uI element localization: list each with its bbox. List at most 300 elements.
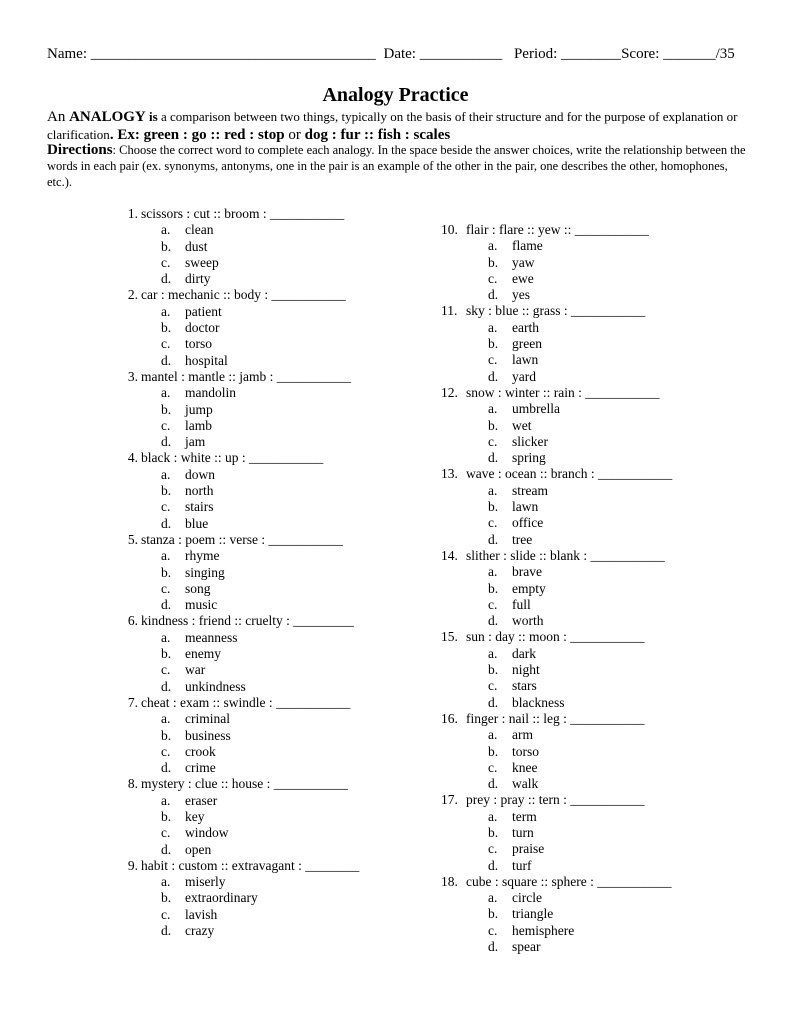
option-text: dust (185, 238, 208, 254)
option-letter: c. (161, 580, 171, 596)
answer-option[interactable] (112, 239, 412, 255)
question-prompt[interactable]: cheat : exam :: swindle : ___________ (141, 694, 351, 710)
answer-option[interactable] (112, 467, 412, 483)
option-letter: b. (488, 499, 499, 515)
option-letter: d. (488, 694, 499, 710)
question-number: 7. (127, 694, 138, 710)
question-number: 6. (127, 613, 138, 629)
option-text: blue (185, 515, 209, 531)
answer-option[interactable] (441, 646, 761, 662)
page-title: Analogy Practice (322, 84, 469, 106)
answer-option[interactable] (441, 271, 761, 287)
intro-paragraph (47, 108, 747, 144)
option-letter: c. (161, 417, 171, 433)
option-text: doctor (185, 320, 220, 336)
question-number: 3. (127, 368, 138, 384)
answer-option[interactable] (441, 825, 761, 841)
question-prompt-line (112, 206, 412, 222)
question-prompt[interactable]: finger : nail :: leg : ___________ (466, 710, 645, 726)
option-letter: b. (488, 336, 499, 352)
question-prompt-line (112, 695, 412, 711)
option-text: key (185, 808, 205, 824)
option-text: green (512, 336, 542, 352)
answer-option[interactable] (112, 499, 412, 515)
date-field[interactable]: Date: ___________ (383, 46, 503, 62)
question-4 (112, 450, 412, 531)
question-number: 8. (127, 776, 138, 792)
option-letter: a. (161, 303, 171, 319)
question-prompt[interactable]: flair : flare :: yew :: ___________ (466, 222, 649, 237)
option-letter: a. (488, 645, 498, 661)
name-field[interactable]: Name: ______________________________________ (47, 46, 376, 62)
option-letter: c. (161, 254, 171, 270)
period-field[interactable]: Period: ________ (513, 46, 622, 62)
answer-option[interactable] (441, 287, 761, 303)
option-letter: d. (488, 613, 499, 629)
option-text: umbrella (512, 401, 560, 417)
option-text: dark (512, 645, 536, 661)
question-11 (441, 303, 761, 384)
option-text: eraser (185, 792, 218, 808)
question-13 (441, 466, 761, 547)
answer-option[interactable] (112, 385, 412, 401)
question-5 (112, 532, 412, 613)
option-letter: d. (161, 434, 172, 450)
option-text: war (185, 662, 206, 678)
option-text: sweep (185, 254, 219, 270)
option-letter: c. (161, 499, 171, 515)
answer-option[interactable] (441, 336, 761, 352)
option-letter: d. (161, 271, 172, 287)
question-prompt-line (441, 629, 761, 645)
answer-option[interactable] (112, 825, 412, 841)
option-text: spring (512, 450, 546, 466)
option-text: tree (512, 531, 533, 547)
answer-option[interactable] (441, 678, 761, 694)
option-text: window (185, 825, 229, 841)
option-letter: b. (488, 580, 499, 596)
answer-option[interactable] (441, 352, 761, 368)
question-prompt-line (441, 792, 761, 808)
option-text: arm (512, 727, 533, 743)
option-letter: b. (488, 906, 499, 922)
option-text: ewe (512, 270, 534, 286)
question-prompt-line (112, 532, 412, 548)
option-text: music (185, 597, 218, 613)
answer-option[interactable] (112, 662, 412, 678)
answer-option[interactable] (112, 874, 412, 890)
question-9 (112, 858, 412, 939)
option-letter: d. (488, 857, 499, 873)
answer-option[interactable] (112, 842, 412, 858)
option-letter: b. (161, 808, 172, 824)
answer-option[interactable] (441, 744, 761, 760)
answer-option[interactable] (112, 418, 412, 434)
answer-option[interactable] (441, 532, 761, 548)
question-number: 14. (441, 547, 458, 563)
question-prompt[interactable]: slither : slide :: blank : ___________ (466, 547, 665, 563)
question-12 (441, 385, 761, 466)
option-letter: a. (161, 629, 171, 645)
option-text: brave (512, 564, 542, 580)
option-text: jump (185, 401, 213, 417)
directions-label: Directions (47, 142, 113, 158)
answer-option[interactable] (441, 890, 761, 906)
option-letter: c. (161, 662, 171, 678)
option-letter: a. (488, 808, 498, 824)
option-text: lawn (512, 499, 539, 515)
option-letter: b. (161, 238, 172, 254)
option-letter: c. (488, 433, 498, 449)
option-text: yes (512, 287, 530, 303)
question-prompt-line (441, 222, 761, 238)
answer-option[interactable] (441, 760, 761, 776)
question-number: 1. (127, 206, 138, 221)
question-prompt[interactable]: habit : custom :: extravagant : ________ (141, 857, 360, 873)
option-text: patient (185, 303, 222, 319)
option-letter: d. (488, 939, 499, 955)
option-letter: a. (161, 466, 171, 482)
option-text: spear (512, 939, 541, 955)
answer-option[interactable] (441, 841, 761, 857)
answer-option[interactable] (441, 613, 761, 629)
option-text: open (185, 841, 212, 857)
option-letter: a. (161, 222, 171, 238)
option-text: full (512, 596, 531, 612)
option-letter: d. (488, 368, 499, 384)
directions-text: : Choose the correct word to complete each analogy. In the space beside the answer choices, write the relationship between the words in each pair (ex. synonyms, antonyms, one in the pair is an example of the other in the pair, one describes the other, homophones, etc.). (47, 143, 746, 189)
answer-option[interactable] (441, 515, 761, 531)
question-prompt-line (112, 450, 412, 466)
intro-analogy: ANALOGY (69, 109, 146, 125)
option-letter: b. (488, 254, 499, 270)
question-prompt[interactable]: mystery : clue :: house : ___________ (141, 776, 348, 792)
question-prompt-line (441, 466, 761, 482)
option-text: walk (512, 776, 539, 792)
option-letter: a. (488, 727, 498, 743)
answer-option[interactable] (112, 907, 412, 923)
answer-option[interactable] (112, 320, 412, 336)
question-prompt-line (112, 613, 412, 629)
question-17 (441, 792, 761, 873)
option-text: dirty (185, 271, 211, 287)
answer-option[interactable] (441, 662, 761, 678)
option-text: flame (512, 238, 543, 254)
option-letter: c. (488, 922, 498, 938)
option-letter: b. (161, 320, 172, 336)
option-text: miserly (185, 874, 226, 890)
header-line (47, 46, 747, 63)
questions-column-right (441, 222, 761, 955)
option-text: crazy (185, 923, 215, 939)
answer-option[interactable] (112, 548, 412, 564)
question-16 (441, 711, 761, 792)
option-letter: b. (488, 662, 499, 678)
answer-option[interactable] (441, 906, 761, 922)
option-text: night (512, 662, 540, 678)
option-letter: c. (161, 743, 171, 759)
answer-option[interactable] (112, 760, 412, 776)
answer-option[interactable] (441, 597, 761, 613)
option-letter: d. (488, 450, 499, 466)
option-letter: a. (161, 548, 171, 564)
option-text: yaw (512, 254, 535, 270)
question-prompt[interactable]: sun : day :: moon : ___________ (466, 629, 645, 645)
option-text: triangle (512, 906, 554, 922)
answer-option[interactable] (441, 401, 761, 417)
question-number: 18. (441, 873, 458, 889)
question-prompt[interactable]: black : white :: up : ___________ (141, 450, 324, 466)
option-letter: d. (161, 760, 172, 776)
option-letter: a. (161, 792, 171, 808)
option-letter: d. (161, 352, 172, 368)
question-3 (112, 369, 412, 450)
question-15 (441, 629, 761, 710)
option-text: turn (512, 824, 534, 840)
option-letter: a. (488, 482, 498, 498)
question-number: 9. (127, 857, 138, 873)
option-text: extraordinary (185, 890, 258, 906)
option-text: term (512, 808, 537, 824)
question-7 (112, 695, 412, 776)
option-letter: a. (488, 319, 498, 335)
answer-option[interactable] (112, 304, 412, 320)
answer-option[interactable] (112, 434, 412, 450)
question-prompt[interactable]: wave : ocean :: branch : ___________ (466, 466, 673, 482)
option-letter: b. (161, 646, 172, 662)
option-letter: c. (488, 678, 498, 694)
option-text: criminal (185, 711, 230, 727)
option-text: hemisphere (512, 922, 575, 938)
option-letter: a. (161, 385, 171, 401)
question-prompt-line (441, 385, 761, 401)
option-text: slicker (512, 433, 548, 449)
option-text: wet (512, 417, 532, 433)
answer-option[interactable] (441, 418, 761, 434)
question-number: 12. (441, 384, 458, 400)
answer-option[interactable] (441, 727, 761, 743)
option-letter: b. (161, 564, 172, 580)
question-2 (112, 287, 412, 368)
option-text: worth (512, 613, 544, 629)
question-18 (441, 874, 761, 955)
option-letter: b. (488, 743, 499, 759)
option-letter: c. (488, 515, 498, 531)
option-text: clean (185, 222, 214, 238)
option-text: meanness (185, 629, 238, 645)
option-letter: a. (161, 874, 171, 890)
option-letter: b. (161, 727, 172, 743)
option-text: hospital (185, 352, 228, 368)
question-prompt-line (441, 711, 761, 727)
answer-option[interactable] (441, 483, 761, 499)
intro-example-2: dog : fur :: fish : scales (304, 127, 451, 143)
option-text: mandolin (185, 385, 236, 401)
question-1 (112, 206, 412, 287)
option-letter: b. (161, 890, 172, 906)
directions-paragraph (47, 142, 747, 190)
answer-option[interactable] (112, 565, 412, 581)
question-8 (112, 776, 412, 857)
intro-period: . (109, 127, 114, 143)
option-letter: d. (161, 597, 172, 613)
option-letter: c. (488, 596, 498, 612)
intro-definition: a comparison between two things, typically on the basis of their structure and for the purpose of explanation or clarification (47, 109, 738, 142)
answer-option[interactable] (441, 564, 761, 580)
option-letter: c. (161, 336, 171, 352)
option-letter: c. (161, 906, 171, 922)
option-text: stairs (185, 499, 214, 515)
option-letter: c. (488, 841, 498, 857)
option-letter: c. (488, 352, 498, 368)
answer-option[interactable] (112, 890, 412, 906)
option-letter: b. (488, 824, 499, 840)
intro-an: An (47, 109, 70, 125)
question-prompt-line (441, 548, 761, 564)
questions-column-left (112, 206, 412, 939)
answer-option[interactable] (112, 646, 412, 662)
question-14 (441, 548, 761, 629)
option-text: yard (512, 368, 536, 384)
option-text: knee (512, 759, 538, 775)
question-prompt[interactable]: prey : pray :: tern : ___________ (466, 792, 645, 808)
answer-option[interactable] (441, 499, 761, 515)
answer-option[interactable] (441, 858, 761, 874)
answer-option[interactable] (441, 238, 761, 254)
option-text: blackness (512, 694, 565, 710)
option-letter: b. (161, 401, 172, 417)
answer-option[interactable] (112, 483, 412, 499)
option-text: lamb (185, 417, 212, 433)
option-letter: d. (161, 841, 172, 857)
option-text: torso (185, 336, 212, 352)
option-text: lavish (185, 906, 218, 922)
option-text: lawn (512, 352, 539, 368)
answer-option[interactable] (112, 336, 412, 352)
option-text: singing (185, 564, 225, 580)
answer-option[interactable] (441, 581, 761, 597)
answer-option[interactable] (441, 939, 761, 955)
option-letter: a. (488, 401, 498, 417)
question-number: 10. (441, 222, 458, 237)
option-letter: d. (161, 515, 172, 531)
option-text: torso (512, 743, 539, 759)
answer-option[interactable] (112, 711, 412, 727)
question-prompt-line (112, 369, 412, 385)
answer-option[interactable] (112, 923, 412, 939)
answer-option[interactable] (112, 271, 412, 287)
question-number: 11. (441, 303, 458, 319)
question-prompt[interactable]: sky : blue :: grass : ___________ (466, 303, 646, 319)
answer-option[interactable] (441, 434, 761, 450)
option-letter: a. (488, 890, 498, 906)
option-text: earth (512, 319, 539, 335)
question-prompt[interactable]: kindness : friend :: cruelty : _________ (141, 613, 354, 629)
option-text: rhyme (185, 548, 220, 564)
answer-option[interactable] (441, 320, 761, 336)
option-text: empty (512, 580, 546, 596)
option-letter: a. (488, 238, 498, 254)
option-letter: c. (488, 270, 498, 286)
question-prompt[interactable]: snow : winter :: rain : ___________ (466, 384, 660, 400)
question-prompt[interactable]: stanza : poem :: verse : ___________ (141, 531, 343, 547)
option-text: turf (512, 857, 532, 873)
option-text: crook (185, 743, 216, 759)
option-text: praise (512, 841, 545, 857)
option-letter: b. (161, 483, 172, 499)
question-prompt[interactable]: mantel : mantle :: jamb : ___________ (141, 368, 351, 384)
question-prompt-line (441, 303, 761, 319)
answer-option[interactable] (441, 450, 761, 466)
answer-option[interactable] (441, 695, 761, 711)
question-10 (441, 222, 761, 303)
answer-option[interactable] (112, 581, 412, 597)
answer-option[interactable] (112, 630, 412, 646)
question-number: 4. (127, 450, 138, 466)
option-text: enemy (185, 646, 221, 662)
option-text: down (185, 466, 215, 482)
question-number: 17. (441, 792, 458, 808)
answer-option[interactable] (112, 255, 412, 271)
option-text: stream (512, 482, 548, 498)
option-text: unkindness (185, 678, 246, 694)
answer-option[interactable] (112, 744, 412, 760)
option-letter: d. (488, 287, 499, 303)
answer-option[interactable] (112, 402, 412, 418)
question-6 (112, 613, 412, 694)
question-prompt-line (112, 287, 412, 303)
option-text: crime (185, 760, 216, 776)
answer-option[interactable] (112, 516, 412, 532)
answer-option[interactable] (112, 728, 412, 744)
answer-option[interactable] (112, 679, 412, 695)
question-prompt[interactable]: car : mechanic :: body : ___________ (141, 287, 346, 303)
option-letter: c. (161, 825, 171, 841)
intro-or: or (284, 127, 305, 143)
question-prompt-line (112, 858, 412, 874)
option-letter: d. (488, 776, 499, 792)
option-letter: d. (488, 531, 499, 547)
question-prompt-line (112, 776, 412, 792)
question-prompt[interactable]: cube : square :: sphere : ___________ (466, 873, 672, 889)
option-text: jam (185, 434, 206, 450)
answer-option[interactable] (441, 255, 761, 271)
answer-option[interactable] (112, 597, 412, 613)
answer-option[interactable] (441, 923, 761, 939)
option-text: business (185, 727, 231, 743)
answer-option[interactable] (441, 809, 761, 825)
option-letter: d. (161, 678, 172, 694)
option-text: north (185, 483, 214, 499)
option-letter: d. (161, 923, 172, 939)
answer-option[interactable] (112, 222, 412, 238)
answer-option[interactable] (441, 776, 761, 792)
score-field[interactable]: Score: _______/35 (621, 46, 735, 62)
option-text: song (185, 580, 211, 596)
question-prompt-line (441, 874, 761, 890)
question-number: 15. (441, 629, 458, 645)
answer-option[interactable] (112, 809, 412, 825)
question-prompt[interactable]: scissors : cut :: broom : ___________ (141, 206, 345, 221)
answer-option[interactable] (112, 353, 412, 369)
answer-option[interactable] (112, 793, 412, 809)
option-letter: a. (161, 711, 171, 727)
option-letter: b. (488, 417, 499, 433)
option-text: stars (512, 678, 537, 694)
question-number: 5. (127, 531, 138, 547)
intro-example-1: Ex: green : go :: red : stop (113, 127, 285, 143)
answer-option[interactable] (441, 369, 761, 385)
